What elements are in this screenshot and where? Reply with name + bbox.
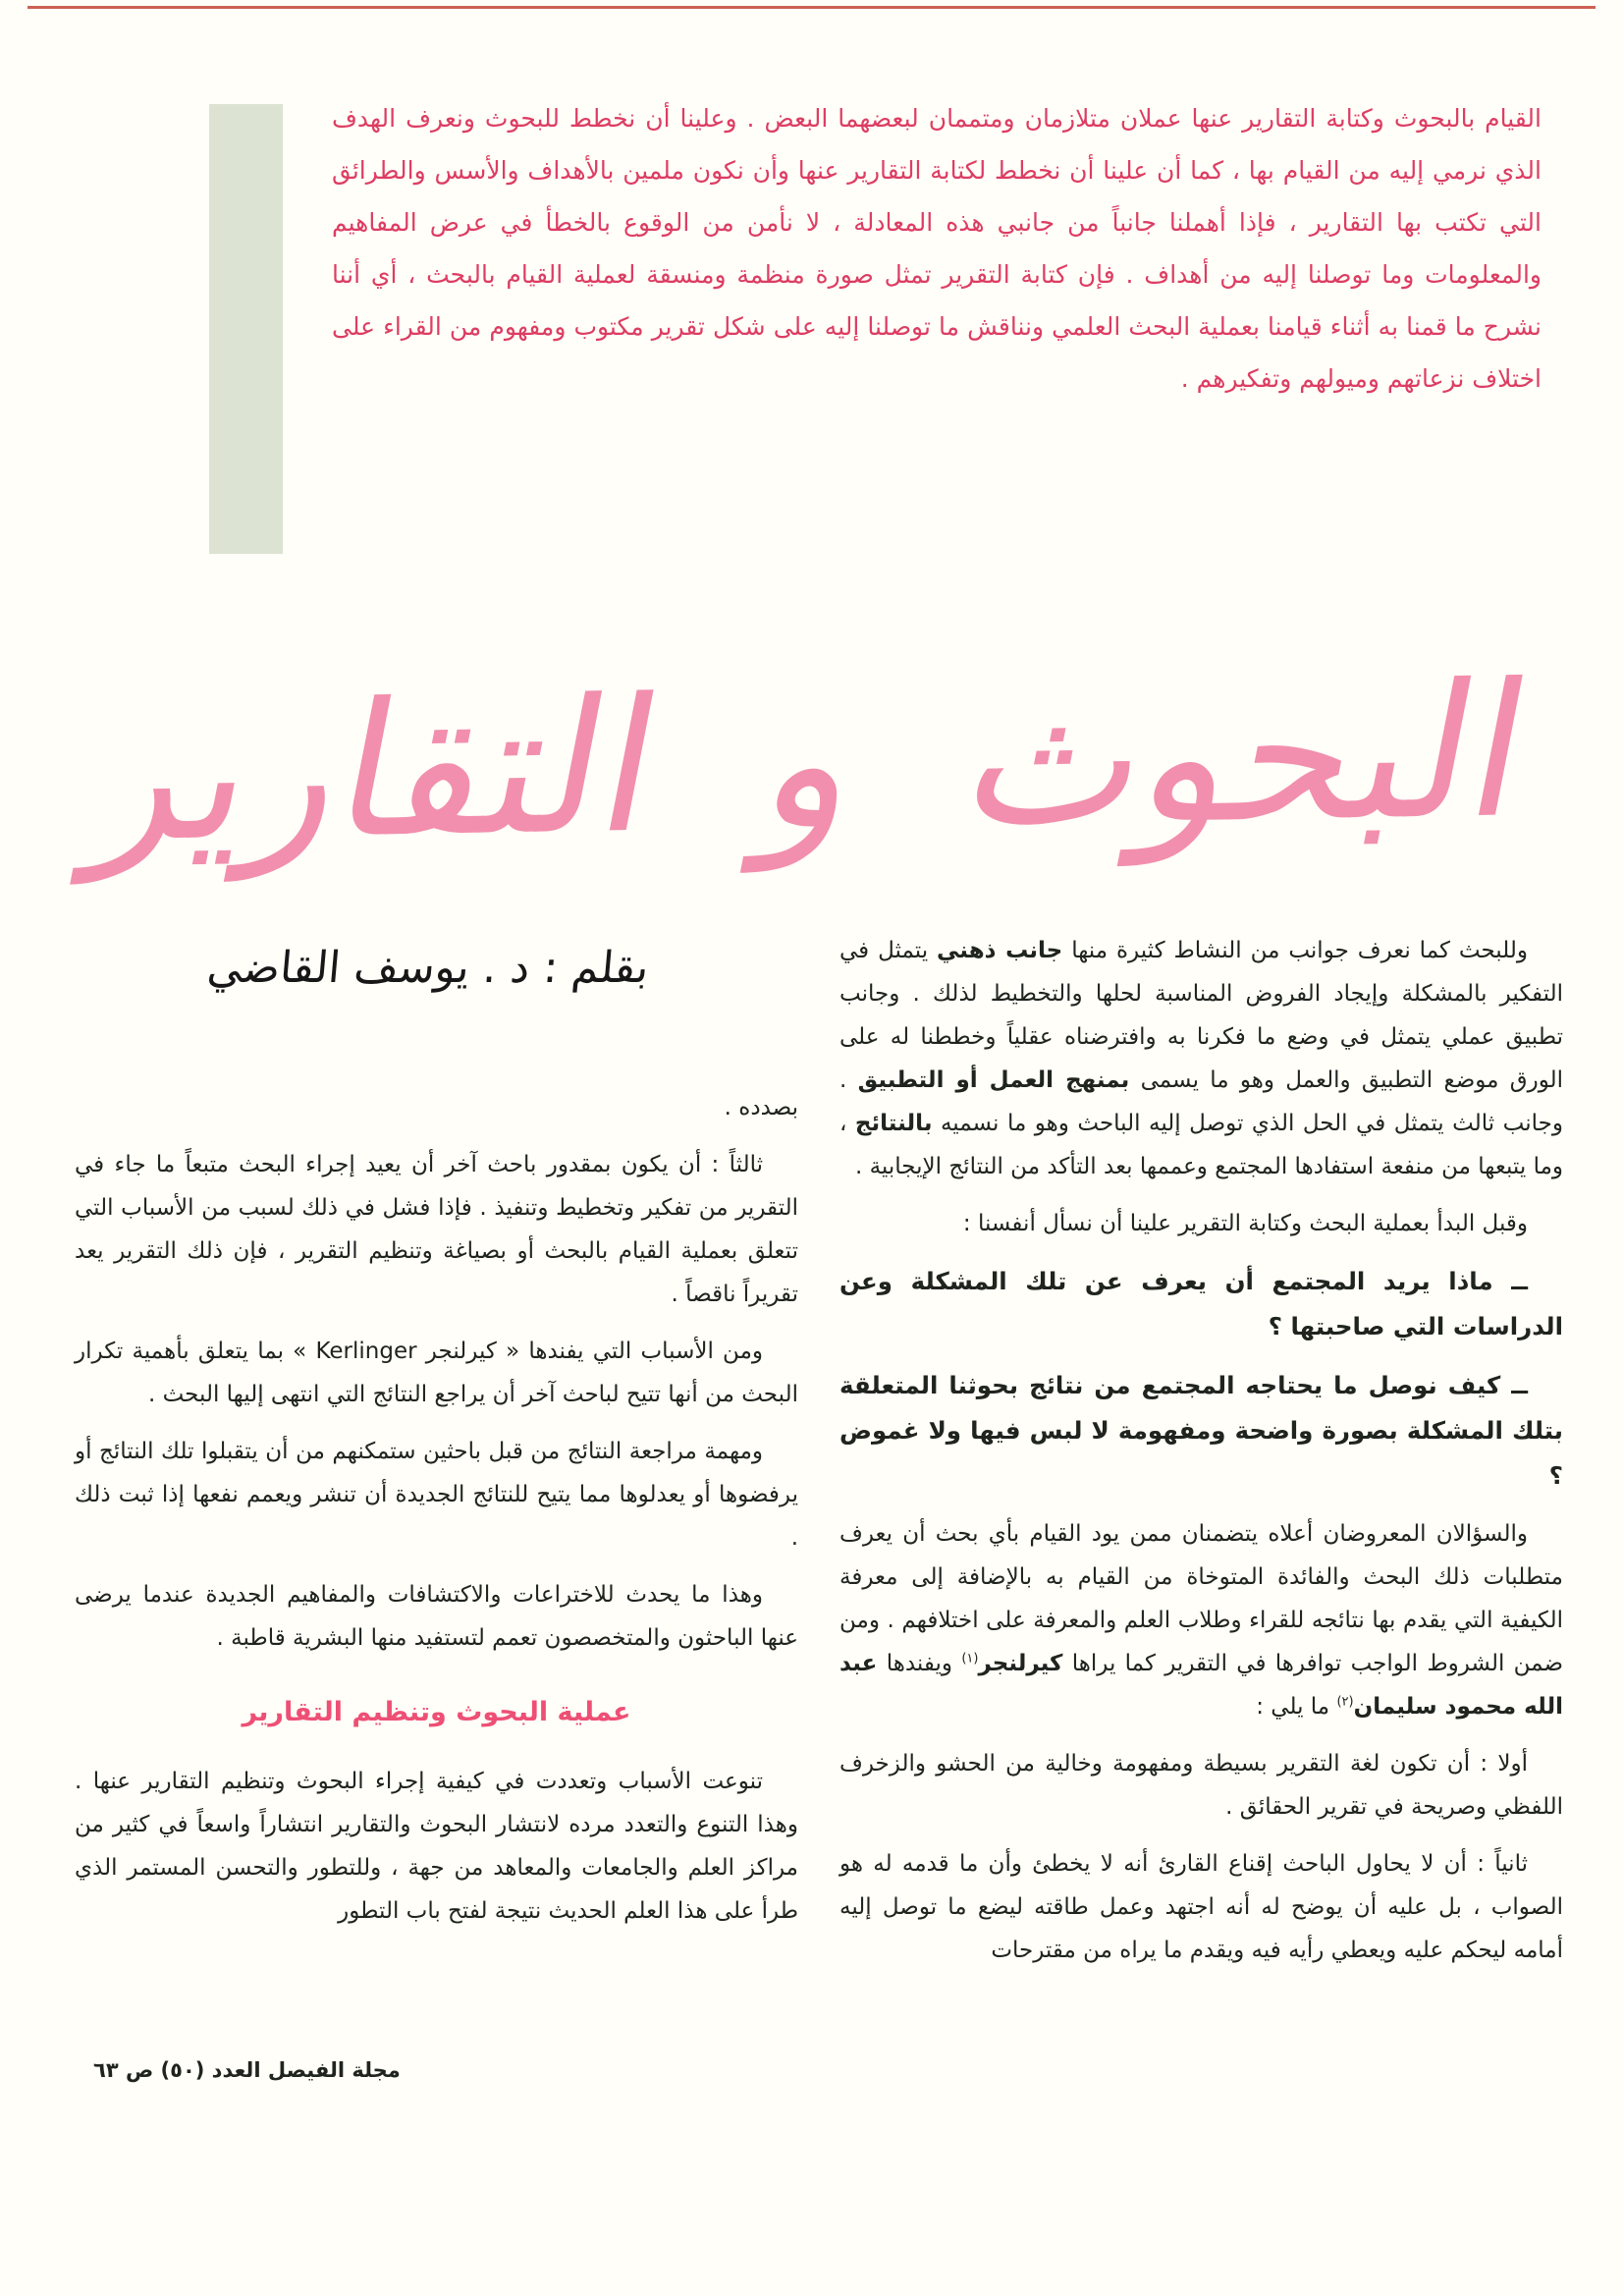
text-run: تنوعت الأسباب وتعددت في كيفية إجراء البحوث وتنظيم التقارير عنها . وهذا التنوع والتعدد مرده لانتشار البحوث والتقارير انتشاراً واسعاً في كثير من مراكز العلم والجامعات والمعاهد من جهة ، وللتطور والتحسن المستمر الذي طرأ على هذا العلم الحديث نتيجة لفتح باب التطور — [75, 1769, 798, 1924]
text-run: جانب ذهني — [937, 938, 1063, 963]
text-run: يتمثل في التفكير بالمشكلة وإيجاد الفروض المناسبة لحلها والتخطيط لذلك . وجانب تطبيق عملي يتمثل في وضع ما فكرنا به وافترضناه عقلياً وخططنا له على الورق موضع التطبيق والعمل وهو ما يسمى — [839, 938, 1563, 1093]
top-rule-divider — [27, 6, 1596, 9]
article-title — [39, 581, 1584, 947]
text-run: بصدده . — [724, 1095, 798, 1121]
text-run: . وجانب ثالث يتمثل في الحل الذي توصل إليه الباحث وهو ما نسميه — [839, 1067, 1563, 1136]
text-run: ويفندها — [877, 1651, 962, 1676]
text-run: ما يلي : — [1256, 1694, 1337, 1720]
text-run: ــ كيف نوصل ما يحتاجه المجتمع من نتائج بحوثنا المتعلقة بتلك المشكلة بصورة واضحة ومفهومة لا لبس فيها ولا غموض ؟ — [839, 1371, 1563, 1490]
text-run: ، وما يتبعها من منفعة استفادها المجتمع وعممها بعد التأكد من النتائج الإيجابية . — [839, 1111, 1563, 1179]
text-run: ثالثاً : أن يكون بمقدور باحث آخر أن يعيد إجراء البحث متبعاً ما جاء في التقرير من تفكير وتخطيط وتنفيذ . فإذا فشل في ذلك لسبب من الأسباب التي تتعلق بعملية القيام بالبحث أو بصياغة وتنظيم التقرير ، فإن ذلك التقرير يعد تقريراً ناقصاً . — [75, 1152, 798, 1307]
text-run: وقبل البدأ بعملية البحث وكتابة التقرير علينا أن نسأل أنفسنا : — [962, 1211, 1528, 1236]
body-paragraph — [75, 1430, 798, 1559]
section-heading — [75, 1691, 798, 1734]
body-paragraph — [839, 1202, 1563, 1245]
text-run: أولا : أن تكون لغة التقرير بسيطة ومفهومة وخالية من الحشو والزخرف اللفظي وصريحة في تقرير الحقائق . — [839, 1751, 1563, 1820]
body-paragraph — [839, 1259, 1563, 1349]
body-paragraph — [75, 1573, 798, 1660]
body-paragraph — [839, 1363, 1563, 1499]
body-paragraph — [75, 1143, 798, 1316]
text-run: ومن الأسباب التي يفندها « كيرلنجر Kerlinger » بما يتعلق بأهمية تكرار البحث من أنها تتيح لباحث آخر أن يراجع النتائج التي انتهى إليها البحث . — [75, 1339, 798, 1407]
body-paragraph — [839, 929, 1563, 1188]
text-run: ثانياً : أن لا يحاول الباحث إقناع القارئ أنه لا يخطئ وأن ما قدمه له هو الصواب ، بل عليه أن يوضح له أنه اجتهد وعمل طاقته ليضع ما توصل إليه أمامه ليحكم عليه ويعطي رأيه فيه ويقدم ما يراه من مقترحات — [839, 1851, 1563, 1963]
body-paragraph — [839, 1842, 1563, 1972]
body-paragraph — [839, 1742, 1563, 1829]
decorative-green-bar — [209, 104, 283, 554]
right-column — [839, 929, 1563, 1986]
footnote-marker: (٢) — [1336, 1694, 1354, 1710]
text-run: وللبحث كما نعرف جوانب من النشاط كثيرة منها — [1062, 938, 1528, 963]
left-column — [75, 1086, 798, 1946]
text-run: وهذا ما يحدث للاختراعات والاكتشافات والمفاهيم الجديدة عندما يرضى عنها الباحثون والمتخصصون تعمم لتستفيد منها البشرية قاطبة . — [75, 1582, 798, 1651]
body-paragraph — [839, 1512, 1563, 1728]
byline: بقلم : د . يوسف القاضي — [205, 943, 651, 993]
magazine-footer: مجلة الفيصل العدد (٥٠) ص ٦٣ — [93, 2058, 401, 2082]
text-run: عبد الله محمود سليمان — [839, 1651, 1563, 1720]
text-run: ومهمة مراجعة النتائج من قبل باحثين ستمكنهم من أن يتقبلوا تلك النتائج أو يرفضوها أو يعدلوها مما يتيح للنتائج الجديدة أن تنشر ويعمم نفعها إذا ثبت ذلك . — [75, 1439, 798, 1551]
text-run: ــ ماذا يريد المجتمع أن يعرف عن تلك المشكلة وعن الدراسات التي صاحبتها ؟ — [839, 1267, 1563, 1340]
body-paragraph — [75, 1760, 798, 1933]
text-run: عملية البحوث وتنظيم التقارير — [242, 1697, 631, 1727]
intro-paragraph: القيام بالبحوث وكتابة التقارير عنها عملان متلازمان ومتممان لبعضهما البعض . وعلينا أن نخطط للبحوث ونعرف الهدف الذي نرمي إليه من القيام بها ، كما أن علينا أن نخطط لكتابة التقارير عنها وأن نكون ملمين بالأهداف والأسس والطرائق التي تكتب بها التقارير ، فإذا أهملنا جانباً من جانبي هذه المعادلة ، لا نأمن من الوقوع بالخطأ في عرض المفاهيم والمعلومات وما توصلنا إليه من أهداف . فإن كتابة التقرير تمثل صورة منظمة ومنسقة لعملية القيام بالبحث ، أي أننا نشرح ما قمنا به أثناء قيامنا بعملية البحث العلمي ونناقش ما توصلنا إليه على شكل تقرير مكتوب ومفهوم من القراء على اختلاف نزعاتهم وميولهم وتفكيرهم . — [332, 104, 1542, 393]
body-paragraph — [75, 1330, 798, 1416]
text-run: بالنتائج — [854, 1111, 933, 1136]
text-run: بمنهج العمل أو التطبيق — [857, 1067, 1130, 1093]
article-title-text: البحوث و التقارير — [77, 643, 1546, 884]
body-paragraph — [75, 1086, 798, 1129]
footnote-marker: (١) — [961, 1651, 979, 1667]
text-run: كيرلنجر — [978, 1651, 1063, 1676]
text-run: والسؤالان المعروضان أعلاه يتضمنان ممن يود القيام بأي بحث أن يعرف متطلبات ذلك البحث والفائدة المتوخاة من القيام به بالإضافة إلى معرفة الكيفية التي يقدم بها نتائجه للقراء وطلاب العلم والمعرفة على اختلافهم . ومن ضمن الشروط الواجب توافرها في التقرير كما يراها — [839, 1521, 1563, 1676]
